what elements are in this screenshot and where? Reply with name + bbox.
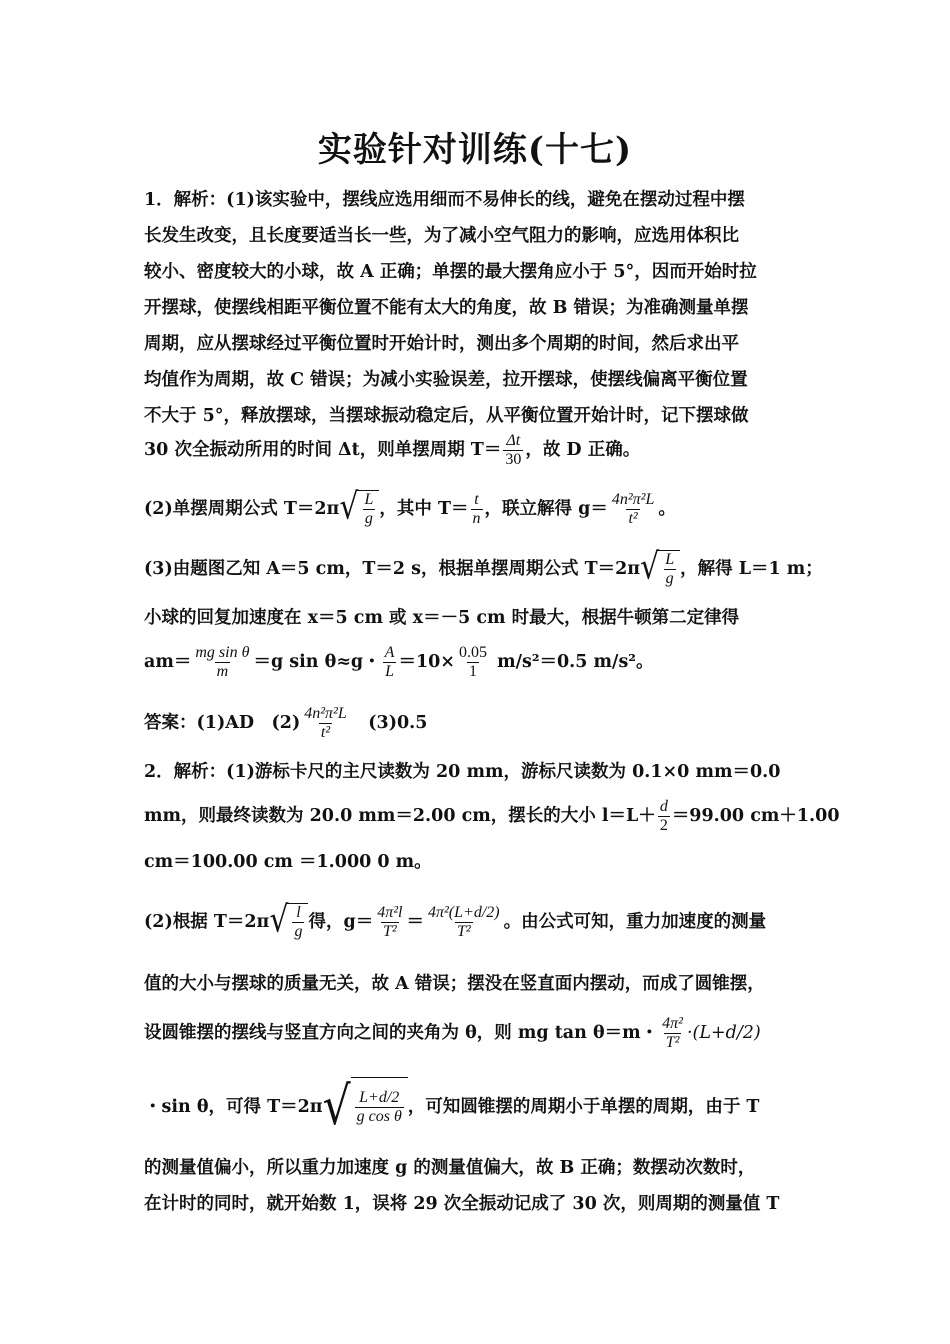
text: ＝g sin θ≈g・ bbox=[253, 652, 381, 672]
p1-line-10 bbox=[144, 544, 823, 594]
fraction bbox=[383, 644, 397, 681]
numerator: 4π² bbox=[662, 1014, 683, 1032]
numerator: 0.05 bbox=[458, 643, 487, 661]
square-root: √ $\frac{L}{g}$ bbox=[339, 490, 379, 528]
text: ＝10× bbox=[398, 652, 455, 672]
p1-line-2: 长发生改变，且长度要适当长一些，为了减小空气阻力的影响，应选用体积比 bbox=[144, 226, 739, 246]
numerator: 4n²π²L bbox=[304, 704, 347, 722]
text: m/s²＝0.5 m/s²。 bbox=[490, 652, 654, 672]
text: ，联立解得 g＝ bbox=[484, 499, 608, 519]
denominator: 30 bbox=[505, 450, 522, 468]
fraction bbox=[610, 491, 657, 528]
text: ，解得 L＝1 m； bbox=[680, 559, 823, 579]
denominator: T² bbox=[383, 922, 397, 940]
text: ＝99.00 cm＋1.00 bbox=[671, 806, 840, 826]
denominator: n bbox=[472, 509, 481, 527]
text: (3)0.5 bbox=[350, 713, 428, 733]
fraction bbox=[457, 644, 489, 681]
denominator: T² bbox=[456, 922, 471, 940]
square-root: √ $\frac{L+d/2}{\text{g cos θ}}$ bbox=[323, 1077, 408, 1137]
denominator: 2 bbox=[659, 816, 668, 834]
fraction bbox=[503, 432, 523, 469]
fraction bbox=[660, 1015, 685, 1052]
fraction bbox=[658, 798, 670, 835]
p2-line-3: cm＝100.00 cm ＝1.000 0 m。 bbox=[144, 852, 432, 872]
numerator: 4π²(L+d/2) bbox=[427, 903, 500, 921]
square-root: √ $\frac{L}{g}$ bbox=[640, 550, 680, 588]
denominator: g bbox=[294, 923, 303, 940]
p2-line-2 bbox=[144, 792, 840, 840]
numerator: 4n²π²L bbox=[611, 490, 655, 508]
numerator: t bbox=[474, 490, 479, 508]
p1-line-5: 周期，应从摆球经过平衡位置时开始计时，测出多个周期的时间，然后求出平 bbox=[144, 334, 739, 354]
page-title: 实验针对训练(十七) bbox=[317, 130, 633, 170]
text: 。由公式可知，重力加速度的测量 bbox=[503, 912, 767, 932]
fraction bbox=[375, 904, 404, 941]
text: 30 次全振动所用的时间 Δt，则单摆周期 T＝ bbox=[144, 440, 502, 460]
fraction bbox=[193, 644, 251, 681]
denominator: g bbox=[364, 510, 373, 527]
text: ，其中 T＝ bbox=[379, 499, 469, 519]
text: ＝ bbox=[406, 912, 424, 932]
denominator: T² bbox=[665, 1033, 680, 1051]
text: 设圆锥摆的摆线与竖直方向之间的夹角为 θ，则 mg tan θ＝m・ bbox=[144, 1023, 659, 1043]
p2-line-6 bbox=[144, 1008, 814, 1058]
denominator: m bbox=[216, 662, 229, 680]
text: ，可知圆锥摆的周期小于单摆的周期，由于 T bbox=[407, 1097, 760, 1117]
text: ・sin θ，可得 T＝2π bbox=[144, 1097, 323, 1117]
denominator: t² bbox=[320, 723, 331, 741]
text: (3)由题图乙知 A＝5 cm，T＝2 s，根据单摆周期公式 T＝2π bbox=[144, 559, 641, 579]
fraction bbox=[302, 705, 349, 742]
numerator: 4π²l bbox=[377, 903, 403, 921]
p1-line-8 bbox=[144, 426, 814, 474]
p1-line-4: 开摆球，使摆线相距平衡位置不能有太大的角度，故 B 错误；为准确测量单摆 bbox=[144, 298, 749, 318]
numerator: L+d/2 bbox=[359, 1089, 400, 1106]
numerator: Δt bbox=[506, 431, 521, 449]
text: (2)单摆周期公式 T＝2π bbox=[144, 499, 340, 519]
denominator: g bbox=[665, 570, 674, 587]
numerator: d bbox=[659, 797, 668, 815]
denominator: L bbox=[385, 662, 395, 680]
square-root: √ $\frac{l}{g}$ bbox=[269, 903, 308, 941]
p1-line-6: 均值作为周期，故 C 错误；为减小实验误差，拉开摆球，使摆线偏离平衡位置 bbox=[144, 370, 748, 390]
p2-line-1: 2．解析：(1)游标卡尺的主尺读数为 20 mm，游标尺读数为 0.1×0 mm＝0.0 bbox=[144, 762, 781, 782]
fraction bbox=[471, 491, 483, 528]
p1-line-11: 小球的回复加速度在 x＝5 cm 或 x＝－5 cm 时最大，根据牛顿第二定律得 bbox=[144, 608, 740, 628]
text: 。 bbox=[658, 499, 676, 519]
p2-line-9: 在计时的同时，就开始数 1，误将 29 次全振动记成了 30 次，则周期的测量值 T bbox=[144, 1194, 780, 1214]
p1-line-12 bbox=[144, 638, 814, 686]
p1-line-1: 1．解析：(1)该实验中，摆线应选用细而不易伸长的线，避免在摆动过程中摆 bbox=[144, 190, 745, 210]
numerator: L bbox=[665, 551, 675, 568]
denominator: t² bbox=[628, 509, 638, 527]
text: ，故 D 正确。 bbox=[525, 440, 641, 460]
denominator: g cos θ bbox=[356, 1108, 402, 1125]
p1-line-9 bbox=[144, 484, 814, 534]
text: ·(L+d/2) bbox=[686, 1023, 761, 1043]
text: am＝ bbox=[144, 652, 192, 672]
text: mm，则最终读数为 20.0 mm＝2.00 cm，摆长的大小 l＝L＋ bbox=[144, 806, 656, 826]
p1-line-3: 较小、密度较大的小球，故 A 正确；单摆的最大摆角应小于 5°，因而开始时拉 bbox=[144, 262, 757, 282]
p2-line-4 bbox=[144, 890, 814, 954]
p2-line-8: 的测量值偏小，所以重力加速度 g 的测量值偏大，故 B 正确；数摆动次数时， bbox=[144, 1158, 756, 1178]
numerator: A bbox=[384, 643, 395, 661]
denominator: 1 bbox=[468, 662, 477, 680]
answer-line bbox=[144, 698, 814, 748]
numerator: mg sin θ bbox=[195, 643, 250, 661]
text: 答案：(1)AD (2) bbox=[144, 713, 301, 733]
p2-line-5: 值的大小与摆球的质量无关，故 A 错误；摆没在竖直面内摆动，而成了圆锥摆， bbox=[144, 974, 765, 994]
p2-line-7 bbox=[144, 1070, 814, 1144]
text: (2)根据 T＝2π bbox=[144, 912, 270, 932]
fraction bbox=[426, 904, 502, 941]
numerator: L bbox=[364, 491, 374, 508]
p1-line-7: 不大于 5°，释放摆球，当摆球振动稳定后，从平衡位置开始计时，记下摆球做 bbox=[144, 406, 749, 426]
numerator: l bbox=[296, 904, 301, 921]
text: 得，g＝ bbox=[308, 912, 374, 932]
